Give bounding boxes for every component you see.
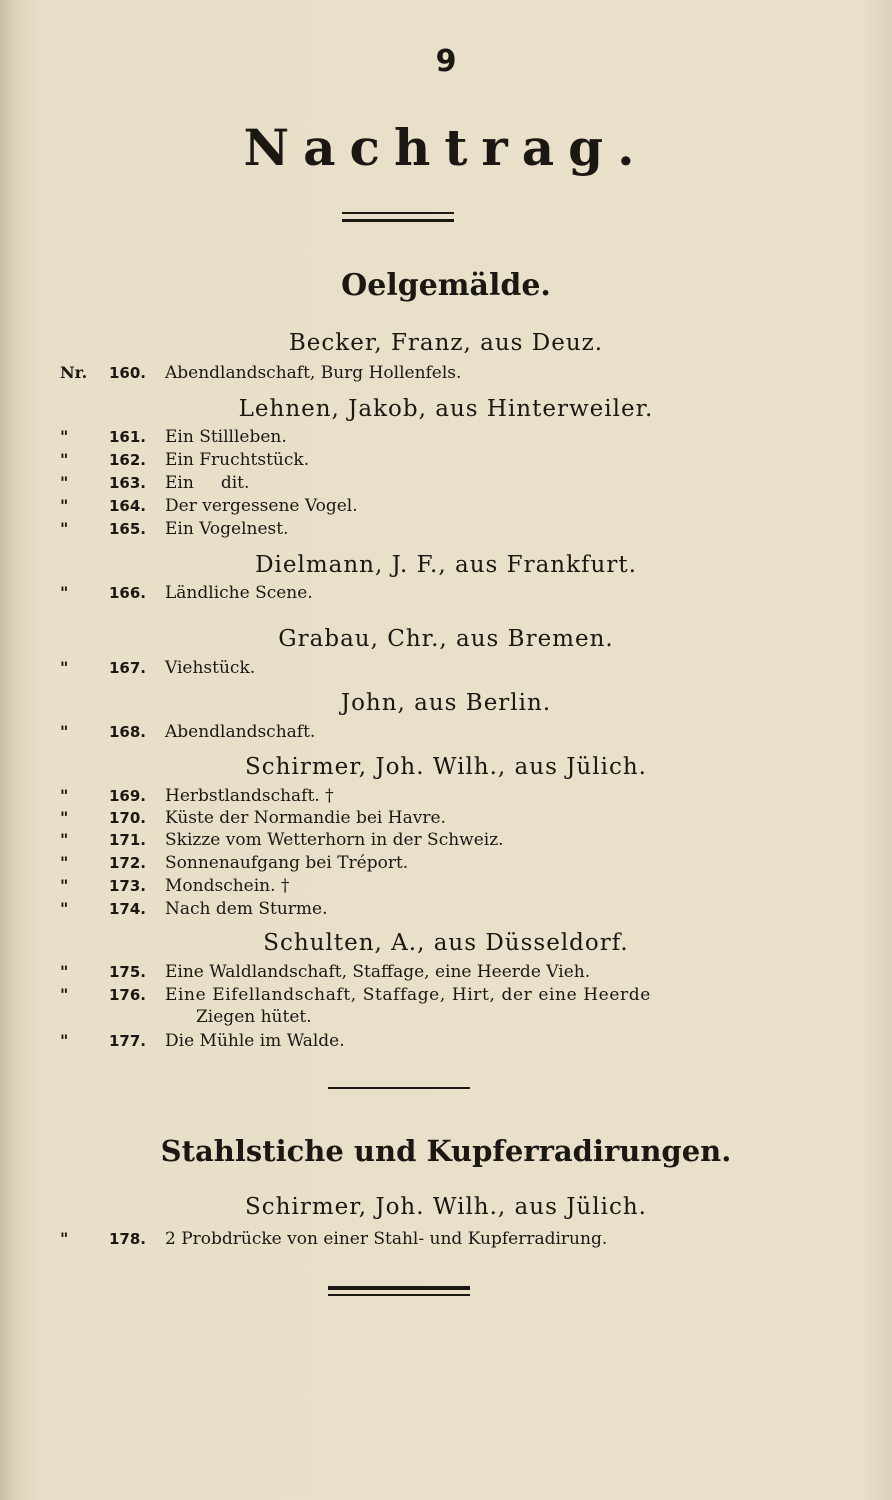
- catalog-entry: [0, 829, 892, 851]
- entry-title: Ein dit.: [165, 473, 250, 493]
- entry-prefix: ": [60, 450, 69, 469]
- catalog-entry: [0, 898, 892, 920]
- catalog-entry: [0, 1228, 892, 1250]
- entry-prefix: ": [60, 658, 69, 677]
- entry-title: Nach dem Sturme.: [165, 899, 328, 919]
- entry-number: 175.: [108, 963, 146, 981]
- entry-prefix: ": [60, 985, 69, 1004]
- catalog-entry-continuation: [0, 1006, 892, 1028]
- end-rule-bottom: [328, 1294, 470, 1296]
- catalog-entry: [0, 449, 892, 471]
- entry-number: 163.: [108, 474, 146, 492]
- entry-prefix: ": [60, 830, 69, 849]
- entry-prefix: ": [60, 473, 69, 492]
- artist-heading: Becker, Franz, aus Deuz.: [288, 330, 604, 356]
- entry-prefix: ": [60, 1031, 69, 1050]
- entry-number: 171.: [108, 831, 146, 849]
- artist-heading: Grabau, Chr., aus Bremen.: [278, 626, 614, 652]
- entry-prefix: ": [60, 722, 69, 741]
- catalog-entry: [0, 518, 892, 540]
- entry-number: 178.: [108, 1230, 146, 1248]
- entry-number: 167.: [108, 659, 146, 677]
- entry-number: 169.: [108, 787, 146, 805]
- entry-title: Ein Fruchtstück.: [165, 450, 310, 470]
- catalog-entry: [0, 807, 892, 829]
- entry-prefix: ": [60, 786, 69, 805]
- catalog-entry: [0, 785, 892, 807]
- artist-heading: John, aus Berlin.: [340, 690, 552, 716]
- catalog-entry: [0, 1030, 892, 1052]
- catalog-entry: [0, 495, 892, 517]
- entry-number: 172.: [108, 854, 146, 872]
- entry-title: 2 Probdrücke von einer Stahl- und Kupferradirung.: [165, 1229, 608, 1249]
- main-title: Nachtrag.: [243, 118, 649, 177]
- entry-number: 170.: [108, 809, 146, 827]
- catalog-entry: [0, 426, 892, 448]
- entry-number: 174.: [108, 900, 146, 918]
- artist-heading: Dielmann, J. F., aus Frankfurt.: [255, 552, 637, 578]
- catalog-entry: [0, 472, 892, 494]
- entry-prefix: Nr.: [60, 363, 88, 382]
- entry-title: Die Mühle im Walde.: [165, 1031, 345, 1051]
- title-rule-top: [342, 212, 454, 214]
- catalog-entry: [0, 657, 892, 679]
- catalog-entry: [0, 852, 892, 874]
- catalog-entry: [0, 875, 892, 897]
- catalog-entry: [0, 582, 892, 604]
- entry-title: Ein Vogelnest.: [165, 519, 289, 539]
- entry-prefix: ": [60, 427, 69, 446]
- entry-title: Der vergessene Vogel.: [165, 496, 358, 516]
- end-rule-top: [328, 1286, 470, 1290]
- entry-title-continuation: Ziegen hütet.: [196, 1007, 312, 1027]
- entry-title: Herbstlandschaft. †: [165, 786, 334, 806]
- artist-heading: Schirmer, Joh. Wilh., aus Jülich.: [245, 1194, 647, 1220]
- entry-number: 162.: [108, 451, 146, 469]
- section-divider: [328, 1087, 470, 1089]
- entry-prefix: ": [60, 1229, 69, 1248]
- artist-heading: Lehnen, Jakob, aus Hinterweiler.: [238, 396, 654, 422]
- entry-title: Mondschein. †: [165, 876, 290, 896]
- entry-number: 166.: [108, 584, 146, 602]
- entry-title: Sonnenaufgang bei Tréport.: [165, 853, 409, 873]
- page-number: 9: [435, 44, 457, 79]
- entry-number: 160.: [108, 364, 146, 382]
- entry-prefix: ": [60, 583, 69, 602]
- entry-title: Ländliche Scene.: [165, 583, 313, 603]
- entry-title: Abendlandschaft, Burg Hollenfels.: [165, 363, 462, 383]
- entry-prefix: ": [60, 519, 69, 538]
- section-title-stahlstiche: Stahlstiche und Kupferradirungen.: [160, 1134, 732, 1168]
- entry-prefix: ": [60, 899, 69, 918]
- entry-prefix: ": [60, 876, 69, 895]
- entry-title: Eine Eifellandschaft, Staffage, Hirt, der eine Heerde: [165, 985, 651, 1005]
- entry-number: 165.: [108, 520, 146, 538]
- entry-prefix: ": [60, 808, 69, 827]
- entry-prefix: ": [60, 962, 69, 981]
- entry-title: Skizze vom Wetterhorn in der Schweiz.: [165, 830, 504, 850]
- catalog-entry: [0, 984, 892, 1006]
- entry-number: 177.: [108, 1032, 146, 1050]
- title-rule-bottom: [342, 219, 454, 222]
- artist-heading: Schirmer, Joh. Wilh., aus Jülich.: [245, 754, 647, 780]
- entry-number: 161.: [108, 428, 146, 446]
- entry-number: 168.: [108, 723, 146, 741]
- catalog-entry: [0, 961, 892, 983]
- entry-number: 173.: [108, 877, 146, 895]
- entry-prefix: ": [60, 853, 69, 872]
- entry-title: Eine Waldlandschaft, Staffage, eine Heerde Vieh.: [165, 962, 591, 982]
- catalog-entry: [0, 721, 892, 743]
- entry-title: Ein Stillleben.: [165, 427, 287, 447]
- catalog-entry: [0, 362, 892, 384]
- artist-heading: Schulten, A., aus Düsseldorf.: [263, 930, 629, 956]
- entry-title: Abendlandschaft.: [165, 722, 316, 742]
- section-title-oelgemaelde: Oelgemälde.: [341, 268, 551, 303]
- entry-prefix: ": [60, 496, 69, 515]
- entry-number: 176.: [108, 986, 146, 1004]
- entry-title: Viehstück.: [165, 658, 256, 678]
- entry-number: 164.: [108, 497, 146, 515]
- entry-title: Küste der Normandie bei Havre.: [165, 808, 446, 828]
